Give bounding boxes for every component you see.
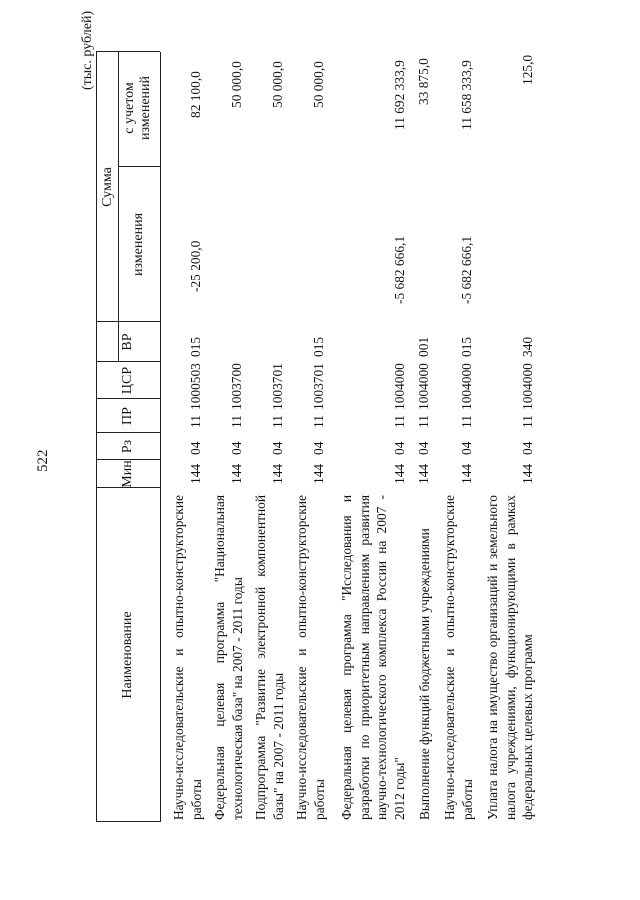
row-csr: 1004000 xyxy=(459,363,474,410)
header-pr: ПР xyxy=(120,407,135,425)
row-pr: 11 xyxy=(188,415,203,428)
row-min: 144 xyxy=(416,463,431,484)
row-csr: 1004000 xyxy=(520,363,535,410)
row-vr: 001 xyxy=(416,336,431,357)
row-min: 144 xyxy=(188,463,203,484)
row-rz: 04 xyxy=(270,441,285,455)
header-csr: ЦСР xyxy=(120,366,135,395)
unit-note: (тыс. рублей) xyxy=(80,10,95,90)
row-vr: 015 xyxy=(459,336,474,357)
row-total: 33 875,0 xyxy=(416,58,431,105)
row-name: Уплата налога на имущество организаций и земельного налога учреждениями, функционирующими в рамках федеральных целевых программ xyxy=(485,495,535,820)
row-pr: 11 xyxy=(520,415,535,428)
row-rz: 04 xyxy=(520,441,535,455)
row-pr: 11 xyxy=(459,415,474,428)
row-pr: 11 xyxy=(311,415,326,428)
row-csr: 1003701 xyxy=(311,363,326,410)
row-csr: 1004000 xyxy=(416,363,431,410)
row-rz: 04 xyxy=(459,441,474,455)
row-name: Подпрограмма "Развитие электронной компонентной базы" на 2007 - 2011 годы xyxy=(253,495,286,820)
row-min: 144 xyxy=(270,463,285,484)
row-min: 144 xyxy=(520,463,535,484)
row-rz: 04 xyxy=(392,441,407,455)
row-total: 50 000,0 xyxy=(229,61,244,108)
row-change: -25 200,0 xyxy=(188,240,203,292)
row-rz: 04 xyxy=(188,441,203,455)
header-sum: Сумма xyxy=(100,167,115,207)
header-top-line xyxy=(96,52,97,822)
row-min: 144 xyxy=(392,463,407,484)
row-csr: 1003701 xyxy=(270,363,285,410)
header-name: Наименование xyxy=(120,611,135,699)
row-pr: 11 xyxy=(270,415,285,428)
row-min: 144 xyxy=(459,463,474,484)
header-with-changes: с учетом изменений xyxy=(122,75,153,141)
row-name: Выполнение функций бюджетными учреждениями xyxy=(417,528,432,820)
row-total: 50 000,0 xyxy=(270,61,285,108)
row-vr: 340 xyxy=(520,336,535,357)
header-vr: ВР xyxy=(120,333,135,351)
row-rz: 04 xyxy=(416,441,431,455)
row-name: Научно-исследовательские и опытно-конструкторские работы xyxy=(294,495,327,820)
row-vr: 015 xyxy=(188,336,203,357)
header-changes: изменения xyxy=(131,212,146,277)
header-min: Мин xyxy=(120,460,135,488)
row-change: -5 682 666,1 xyxy=(459,235,474,304)
sum-split-line xyxy=(118,52,119,362)
page-number: 522 xyxy=(35,449,51,472)
row-csr: 1004000 xyxy=(392,363,407,410)
row-name: Федеральная целевая программа "Исследования и разработки по приоритетным направлениям развития научно-технологического комплекса России на 2007 - 2012 годы" xyxy=(339,495,407,820)
header-bottom-line xyxy=(160,52,161,822)
row-total: 82 100,0 xyxy=(188,71,203,118)
row-name: Федеральная целевая программа "Национальная технологическая база" на 2007 - 2011 годы xyxy=(212,495,245,820)
row-name: Научно-исследовательские и опытно-конструкторские работы xyxy=(442,495,475,820)
row-pr: 11 xyxy=(416,415,431,428)
row-vr: 015 xyxy=(311,336,326,357)
row-total: 125,0 xyxy=(520,54,535,85)
row-min: 144 xyxy=(229,463,244,484)
row-name: Научно-исследовательские и опытно-конструкторские работы xyxy=(171,495,204,820)
row-csr: 1000503 xyxy=(188,363,203,410)
row-min: 144 xyxy=(311,463,326,484)
row-rz: 04 xyxy=(311,441,326,455)
row-pr: 11 xyxy=(392,415,407,428)
row-total: 50 000,0 xyxy=(311,61,326,108)
row-csr: 1003700 xyxy=(229,363,244,410)
row-total: 11 692 333,9 xyxy=(392,60,407,130)
header-rz: Рз xyxy=(120,439,135,454)
row-pr: 11 xyxy=(229,415,244,428)
row-total: 11 658 333,9 xyxy=(459,60,474,130)
row-change: -5 682 666,1 xyxy=(392,235,407,304)
row-rz: 04 xyxy=(229,441,244,455)
